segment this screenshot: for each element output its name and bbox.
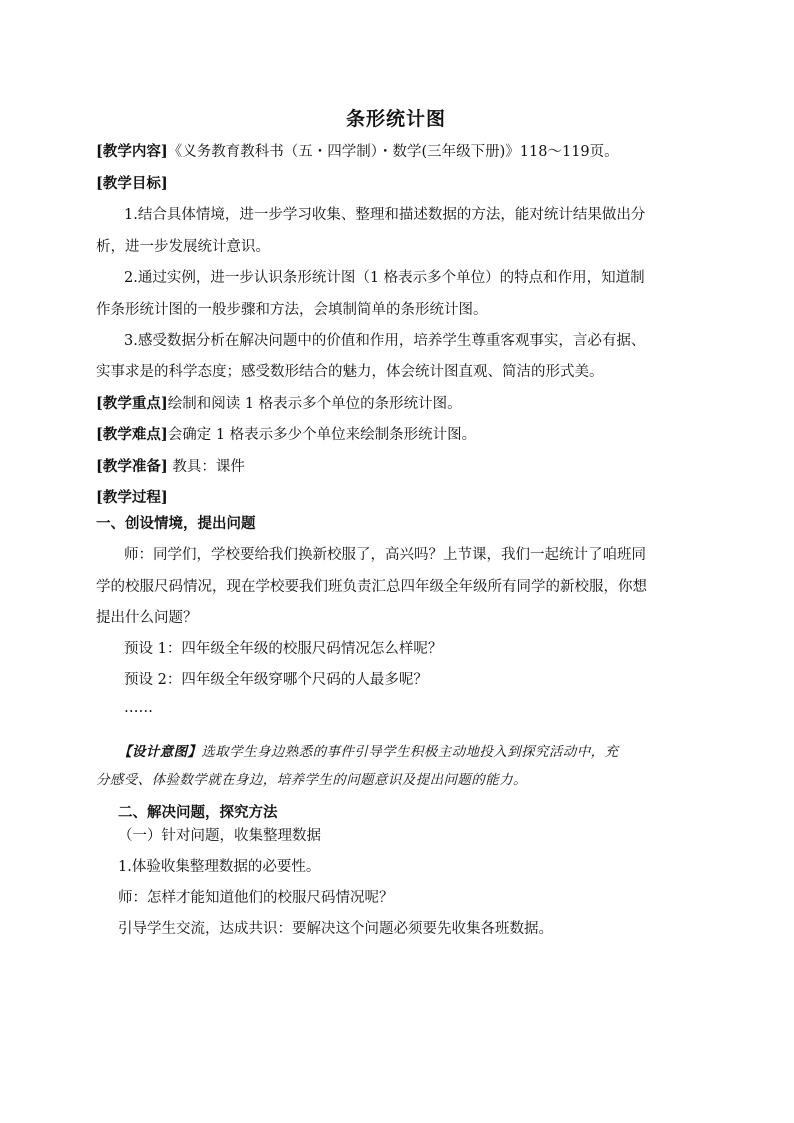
- design-intent-line-1: [118, 742, 696, 762]
- preset-2: 预设 2：四年级全年级穿哪个尺码的人最多呢？: [124, 672, 428, 688]
- teaching-goals-label: [教学目标]: [96, 175, 168, 192]
- goal-2-line-1: 2.通过实例，进一步认识条形统计图（1 格表示多个单位）的特点和作用，知道制: [124, 270, 645, 286]
- goal-1-line-1: 1.结合具体情境，进一步学习收集、整理和描述数据的方法，能对统计结果做出分: [124, 207, 646, 223]
- key-point-row: [96, 394, 696, 414]
- design-intent-line-2: 分感受、体验数学就在身边，培养学生的问题意识及提出问题的能力。: [96, 772, 527, 788]
- key-point-text: 绘制和阅读 1 格表示多个单位的条形统计图。: [167, 396, 462, 412]
- process-label: [教学过程]: [96, 489, 168, 506]
- section-1-heading: 一、创设情境，提出问题: [96, 515, 256, 532]
- subsection-1-heading: （一）针对问题，收集整理数据: [118, 828, 321, 844]
- goal-2-line-2: 作条形统计图的一般步骤和方法，会填制简单的条形统计图。: [96, 302, 488, 318]
- preparation-label: [教学准备]: [96, 458, 168, 475]
- teacher-1-line-2: 学的校服尺码情况，现在学校要我们班负责汇总四年级全年级所有同学的新校服，你想: [96, 579, 647, 595]
- difficulty-label: [教学难点]: [96, 426, 168, 443]
- teaching-content-text: 《义务教育教科书（五・四学制）・数学(三年级下册)》118～119页。: [167, 144, 619, 160]
- difficulty-row: [96, 425, 696, 445]
- design-intent-text-1: 选取学生身边熟悉的事件引导学生积极主动地投入到探究活动中，充: [201, 744, 619, 760]
- ellipsis: ……: [124, 700, 153, 716]
- teaching-content-label: [教学内容]: [96, 143, 168, 160]
- section-2-heading: 二、解决问题，探究方法: [118, 804, 278, 821]
- design-intent-label: 【设计意图】: [118, 744, 202, 760]
- guide-text: 引导学生交流，达成共识：要解决这个问题必须要先收集各班数据。: [118, 921, 553, 937]
- goal-3-line-1: 3.感受数据分析在解决问题中的价值和作用，培养学生尊重客观事实，言必有据、: [124, 333, 646, 349]
- key-point-label: [教学重点]: [96, 395, 168, 412]
- goal-3-line-2: 实事求是的科学态度；感受数形结合的魅力，体会统计图直观、简洁的形式美。: [96, 364, 604, 380]
- teacher-1-line-3: 提出什么问题？: [96, 610, 198, 626]
- goal-1-line-2: 析，进一步发展统计意识。: [96, 239, 270, 255]
- document-title: 条形统计图: [345, 108, 446, 130]
- preparation-row: [96, 457, 696, 477]
- preset-1: 预设 1：四年级全年级的校服尺码情况怎么样呢？: [124, 641, 443, 657]
- teacher-1-line-1: 师：同学们，学校要给我们换新校服了，高兴吗？上节课，我们一起统计了咱班同: [124, 547, 646, 563]
- step-1: 1.体验收集整理数据的必要性。: [118, 859, 321, 875]
- preparation-text: 教具：课件: [167, 459, 245, 475]
- difficulty-text: 会确定 1 格表示多少个单位来绘制条形统计图。: [167, 427, 477, 443]
- teaching-content-row: [96, 142, 696, 162]
- teacher-2: 师：怎样才能知道他们的校服尺码情况呢？: [118, 890, 394, 906]
